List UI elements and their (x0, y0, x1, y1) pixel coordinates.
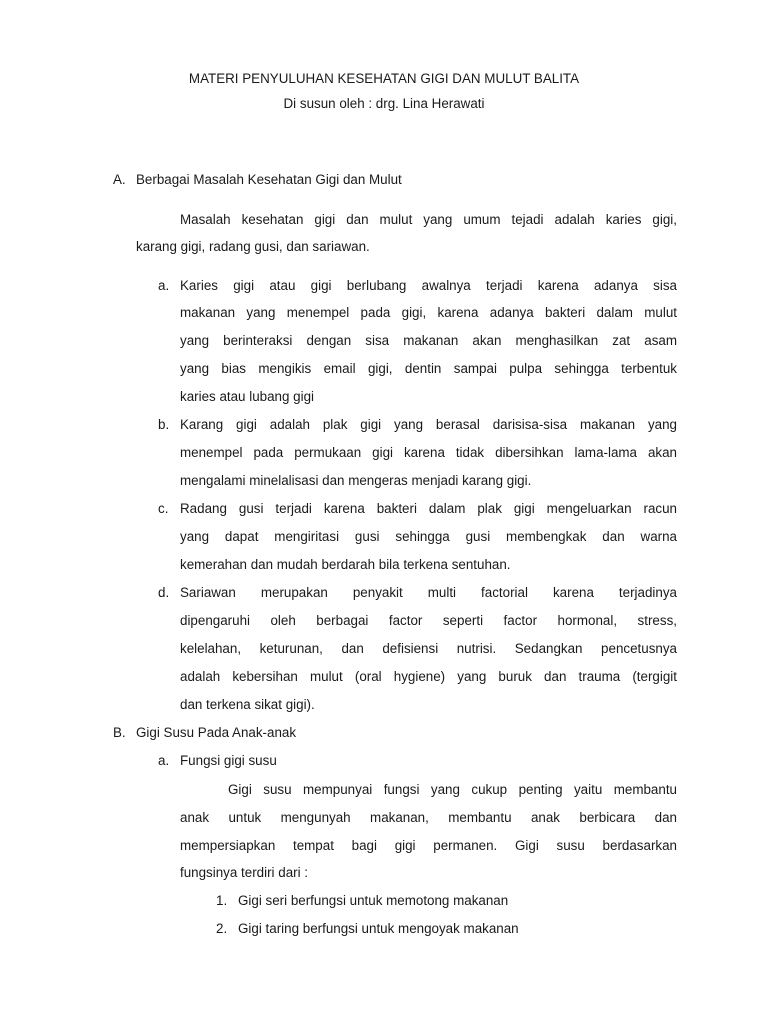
list-item-line: karies atau lubang gigi (180, 389, 314, 404)
list-item-marker: c. (158, 501, 169, 516)
document-title: MATERI PENYULUHAN KESEHATAN GIGI DAN MULUT BALITA (188, 71, 580, 86)
list-item-line: makanan yang menempel pada gigi, karena adanya bakteri dalam mulut (180, 305, 677, 320)
numbered-item-text: Gigi taring berfungsi untuk mengoyak makanan (238, 921, 519, 936)
numbered-item-text: Gigi seri berfungsi untuk memotong makanan (238, 893, 509, 908)
paragraph-line: fungsinya terdiri dari : (180, 865, 309, 880)
paragraph-line: Gigi susu mempunyai fungsi yang cukup penting yaitu membantu (228, 782, 677, 797)
list-item-marker: b. (158, 417, 170, 432)
list-item-line: Karies gigi atau gigi berlubang awalnya terjadi karena adanya sisa (180, 278, 677, 293)
paragraph-line: mempersiapkan tempat bagi gigi permanen. Gigi susu berdasarkan (180, 838, 677, 853)
subsection-marker: a. (158, 753, 170, 768)
list-item-line: dipengaruhi oleh berbagai factor seperti factor hormonal, stress, (180, 613, 677, 628)
section-b-marker: B. (113, 725, 126, 740)
list-item-line: yang berinteraksi dengan sisa makanan akan menghasilkan zat asam (180, 333, 677, 348)
numbered-item-marker: 2. (216, 921, 228, 936)
list-item-marker: a. (158, 278, 170, 293)
list-item-line: yang dapat mengiritasi gusi sehingga gusi membengkak dan warna (180, 529, 677, 544)
section-a-heading: Berbagai Masalah Kesehatan Gigi dan Mulut (136, 172, 402, 187)
list-item-line: Radang gusi terjadi karena bakteri dalam plak gigi mengeluarkan racun (180, 501, 677, 516)
list-item-line: dan terkena sikat gigi). (180, 697, 315, 712)
list-item-line: adalah kebersihan mulut (oral hygiene) yang buruk dan trauma (tergigit (180, 669, 677, 684)
document-author: Di susun oleh : drg. Lina Herawati (283, 96, 485, 111)
list-item-line: kelelahan, keturunan, dan defisiensi nutrisi. Sedangkan pencetusnya (180, 641, 677, 656)
numbered-item-marker: 1. (216, 893, 228, 908)
list-item-line: menempel pada permukaan gigi karena tidak dibersihkan lama-lama akan (180, 445, 677, 460)
section-a-marker: A. (113, 172, 126, 187)
list-item-line: Karang gigi adalah plak gigi yang berasal darisisa-sisa makanan yang (180, 417, 677, 432)
list-item-line: mengalami minelalisasi dan mengeras menjadi karang gigi. (180, 473, 532, 488)
section-b-heading: Gigi Susu Pada Anak-anak (136, 725, 297, 740)
section-a-intro-line: karang gigi, radang gusi, dan sariawan. (136, 239, 370, 254)
section-a-intro-line: Masalah kesehatan gigi dan mulut yang umum tejadi adalah karies gigi, (180, 212, 677, 227)
list-item-line: Sariawan merupakan penyakit multi factorial karena terjadinya (180, 585, 677, 600)
list-item-line: yang bias mengikis email gigi, dentin sampai pulpa sehingga terbentuk (180, 361, 677, 376)
list-item-line: kemerahan dan mudah berdarah bila terkena sentuhan. (180, 557, 511, 572)
list-item-marker: d. (158, 585, 170, 600)
subsection-heading: Fungsi gigi susu (180, 753, 277, 768)
paragraph-line: anak untuk mengunyah makanan, membantu anak berbicara dan (180, 810, 677, 825)
